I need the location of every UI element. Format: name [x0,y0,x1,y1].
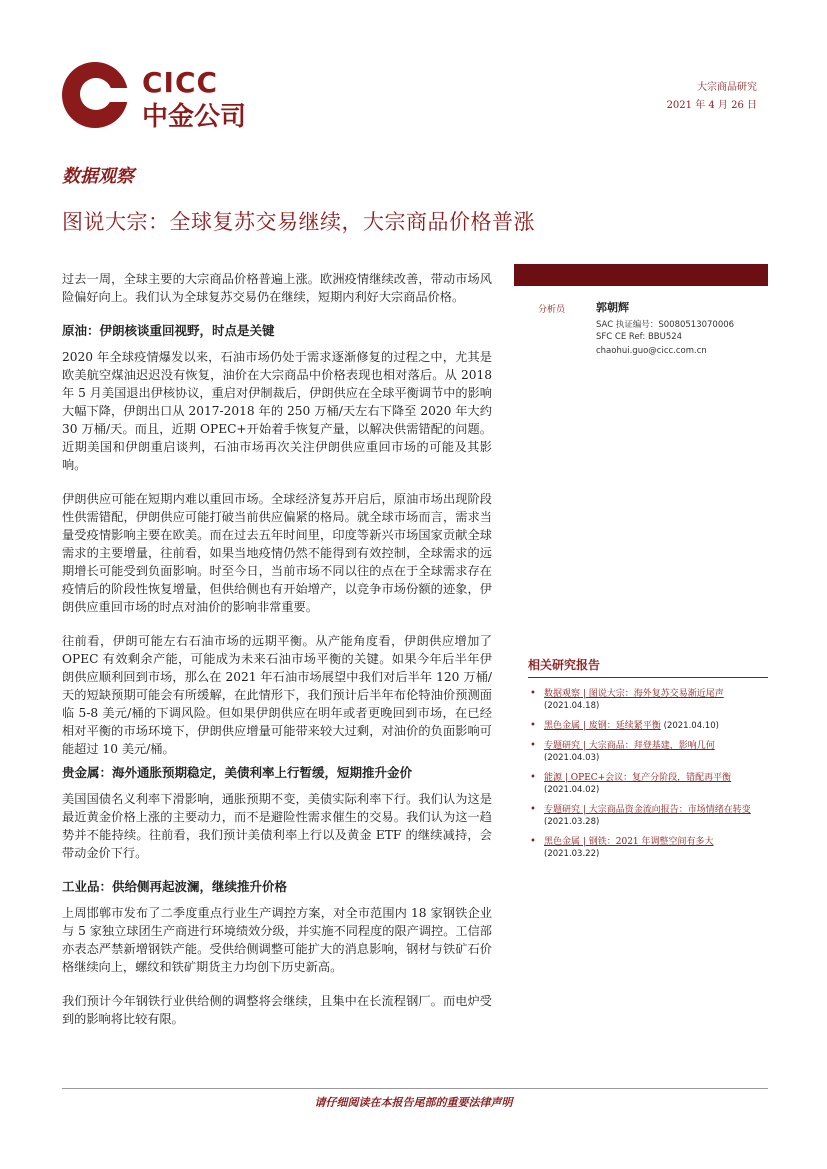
related-report-item[interactable] [528,688,768,712]
related-report-link[interactable]: 数据观察 | 图说大宗：海外复苏交易渐近尾声 [544,689,724,699]
paragraph: 伊朗供应可能在短期内难以重回市场。全球经济复苏开启后，原油市场出现阶段性供需错配，伊朗供应可能打破当前供应偏紧的格局。就全球市场而言，需求当量受疫情影响主要在欧美。而在过去五年时间里，印度等新兴市场国家贡献全球需求的主要增量，往前看，如果当地疫情仍然不能得到有效控制，全球需求的远期增长可能受到负面影响。时至今日，当前市场不同以往的点在于全球需求存在疫情后的阶段性恢复增量，但供给侧也有开始增产，以竞争市场份额的迹象，伊朗供应重回市场的时点对油价的影响非常重要。 [62,492,492,614]
related-report-link[interactable]: 专题研究 | 大宗商品：拜登基建，影响几何 [544,741,715,751]
main-content [62,270,492,1044]
report-category: 大宗商品研究 [697,82,757,93]
page-title: 图说大宗：全球复苏交易继续，大宗商品价格普涨 [62,210,535,234]
bullet-icon: • [530,804,536,815]
related-report-item[interactable] [528,772,768,796]
section-heading-oil: 原油：伊朗核谈重回视野，时点是关键 [62,323,275,338]
logo-mark-icon [62,62,128,128]
sidebar-header-bar [514,264,768,286]
report-date: 2021 年 4 月 26 日 [666,100,757,111]
related-reports-title: 相关研究报告 [528,656,768,678]
related-report-link[interactable]: 黑色金属 | 钢铁：2021 年调整空间有多大 [544,837,714,847]
analyst-sac: SAC 执证编号：S0080513070006 [596,320,735,330]
bullet-icon: • [530,720,536,731]
bullet-icon: • [530,836,536,847]
paragraph: 美国国债名义利率下滑影响，通胀预期不变，美债实际利率下行。我们认为这是最近黄金价格上涨的主要动力，而不是避险性需求催生的交易。我们认为这一趋势并不能持续。往前看，我们预计美债利率上行以及黄金 ETF 的继续减持，会带动金价下行。 [62,792,492,860]
related-report-date: (2021.04.10) [663,721,719,731]
related-report-date: (2021.03.28) [544,817,600,827]
related-report-date: (2021.04.02) [544,785,600,795]
analyst-name: 郭朝辉 [596,301,629,314]
logo-text-cn: 中金公司 [142,102,247,132]
bullet-icon: • [530,772,536,783]
section-heading-industrial: 工业品：供给侧再起波澜，继续推升价格 [62,879,288,894]
footer-divider [62,1088,768,1089]
paragraph: 往前看，伊朗可能左右石油市场的远期平衡。从产能角度看，伊朗供应增加了 OPEC 有效剩余产能，可能成为未来石油市场平衡的关键。如果今年后半年伊朗供应顺利回到市场，那么在 2021 年石油市场展望中我们对后半年 120 万桶/天的短缺预期可能会有所缓解，在此情形下，我们预计后半年布伦特油价预测面临 5-8 美元/桶的下调风险。但如果伊朗供应在明年或者更晚回到市场，在已经相对平衡的市场环境下，伊朗供应增量可能带来较大过剩，对油价的负面影响可能超过 10 美元/桶。 [62,634,492,756]
related-report-link[interactable]: 专题研究 | 大宗商品资金流向报告：市场情绪在转变 [544,805,751,815]
paragraph: 2020 年全球疫情爆发以来，石油市场仍处于需求逐渐修复的过程之中，尤其是欧美航空煤油迟迟没有恢复，油价在大宗商品中价格表现也相对落后。从 2018 年 5 月美国退出伊核协议，重启对伊制裁后，伊朗供应在全球平衡调节中的影响大幅下降，伊朗出口从 2017-2018 年的 250 万桶/天左右下降至 2020 年大约 30 万桶/天。而且，近期 OPEC+开始着手恢复产量，以解决供需错配的问题。近期美国和伊朗重启谈判，石油市场再次关注伊朗供应重回市场的可能及其影响。 [62,350,492,472]
section-heading-precious-metals: 贵金属：海外通胀预期稳定，美债利率上行暂缓，短期推升金价 [62,765,413,780]
related-report-date: (2021.04.18) [544,701,600,711]
analyst-sidebar [514,264,768,374]
related-report-item[interactable] [528,740,768,764]
related-report-item[interactable] [528,804,768,828]
related-report-date: (2021.03.22) [544,849,600,859]
related-report-item[interactable] [528,836,768,860]
analyst-email[interactable]: chaohui.guo@cicc.com.cn [596,346,707,356]
paragraph: 上周邯郸市发布了二季度重点行业生产调控方案，对全市范围内 18 家钢铁企业与 5 家独立球团生产商进行环境绩效分级，并实施不同程度的限产调控。工信部亦表态严禁新增钢铁产能。受供给侧调整可能扩大的消息影响，钢材与铁矿石价格继续向上，螺纹和铁矿期货主力均创下历史新高。 [62,906,492,974]
cicc-logo [62,62,252,132]
paragraph: 我们预计今年钢铁行业供给侧的调整将会继续，且集中在长流程钢厂。而电炉受到的影响将比较有限。 [62,994,492,1026]
bullet-icon: • [530,740,536,751]
legal-disclaimer-note: 请仔细阅读在本报告尾部的重要法律声明 [314,1096,513,1109]
related-report-date: (2021.04.03) [544,753,600,763]
section-label: 数据观察 [62,166,134,187]
related-report-link[interactable]: 黑色金属 | 废钢：延续紧平衡 [544,721,661,731]
bullet-icon: • [530,688,536,699]
related-reports [528,656,768,868]
related-report-link[interactable]: 能源 | OPEC+会议：复产分阶段，错配再平衡 [544,773,732,783]
analyst-info [514,294,768,374]
related-report-item[interactable] [528,720,768,732]
logo-text-en: CICC [142,66,219,99]
intro-paragraph: 过去一周，全球主要的大宗商品价格普遍上涨。欧洲疫情继续改善，带动市场风险偏好向上。我们认为全球复苏交易仍在继续，短期内利好大宗商品价格。 [62,272,492,304]
analyst-sfc: SFC CE Ref: BBU524 [596,332,683,342]
analyst-label: 分析员 [538,305,566,315]
